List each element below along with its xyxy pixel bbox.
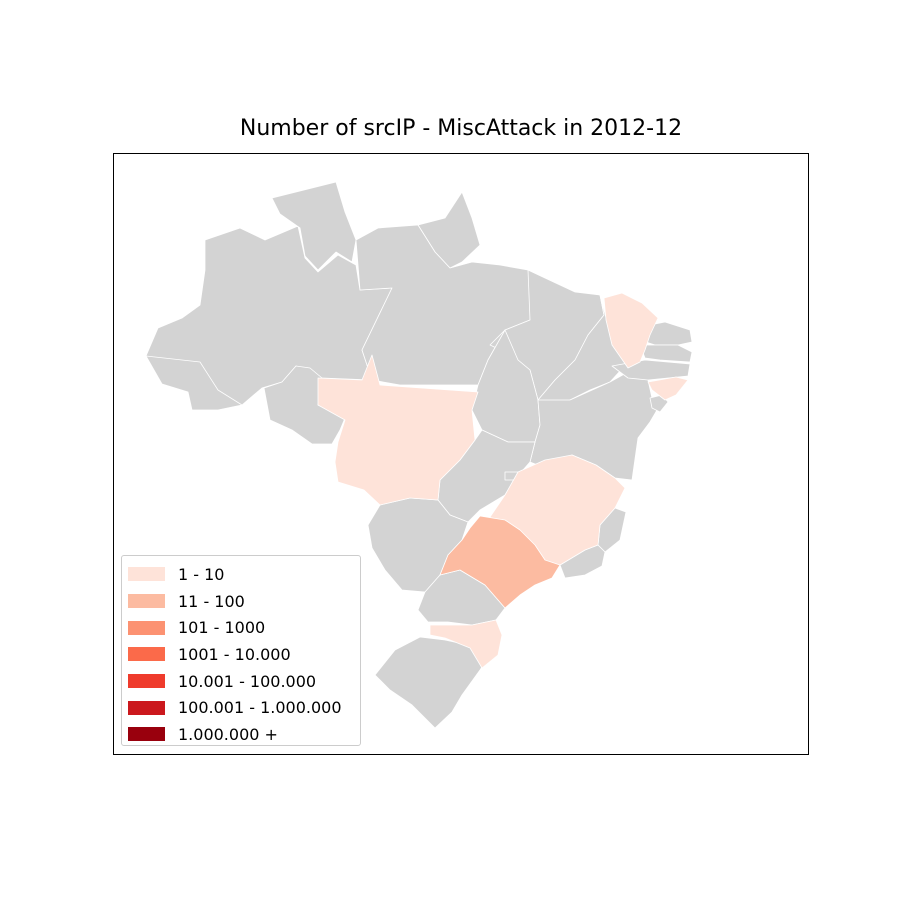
legend-swatch — [128, 674, 165, 688]
legend-label: 1 - 10 — [178, 564, 225, 584]
region-alagoas — [648, 377, 688, 400]
legend-swatch — [128, 567, 165, 581]
map-title: Number of srcIP - MiscAttack in 2012-12 — [239, 116, 683, 141]
legend-item — [128, 614, 360, 641]
legend-label: 11 - 100 — [178, 591, 245, 611]
legend-label: 100.001 - 1.000.000 — [178, 698, 342, 718]
legend-label: 10.001 - 100.000 — [178, 671, 317, 691]
legend-item — [128, 641, 360, 668]
legend-swatch — [128, 727, 165, 741]
legend-item — [128, 694, 360, 721]
legend-swatch — [128, 594, 165, 608]
legend-label: 1.000.000 + — [178, 724, 278, 744]
legend-swatch — [128, 621, 165, 635]
region-paraiba — [640, 345, 692, 362]
legend-item — [128, 668, 360, 695]
legend-item — [128, 588, 360, 615]
legend-item — [128, 721, 360, 748]
legend-label: 1001 - 10.000 — [178, 644, 291, 664]
legend-swatch — [128, 701, 165, 715]
legend-item — [128, 561, 360, 588]
legend-label: 101 - 1000 — [178, 618, 266, 638]
legend — [121, 555, 361, 746]
legend-swatch — [128, 647, 165, 661]
